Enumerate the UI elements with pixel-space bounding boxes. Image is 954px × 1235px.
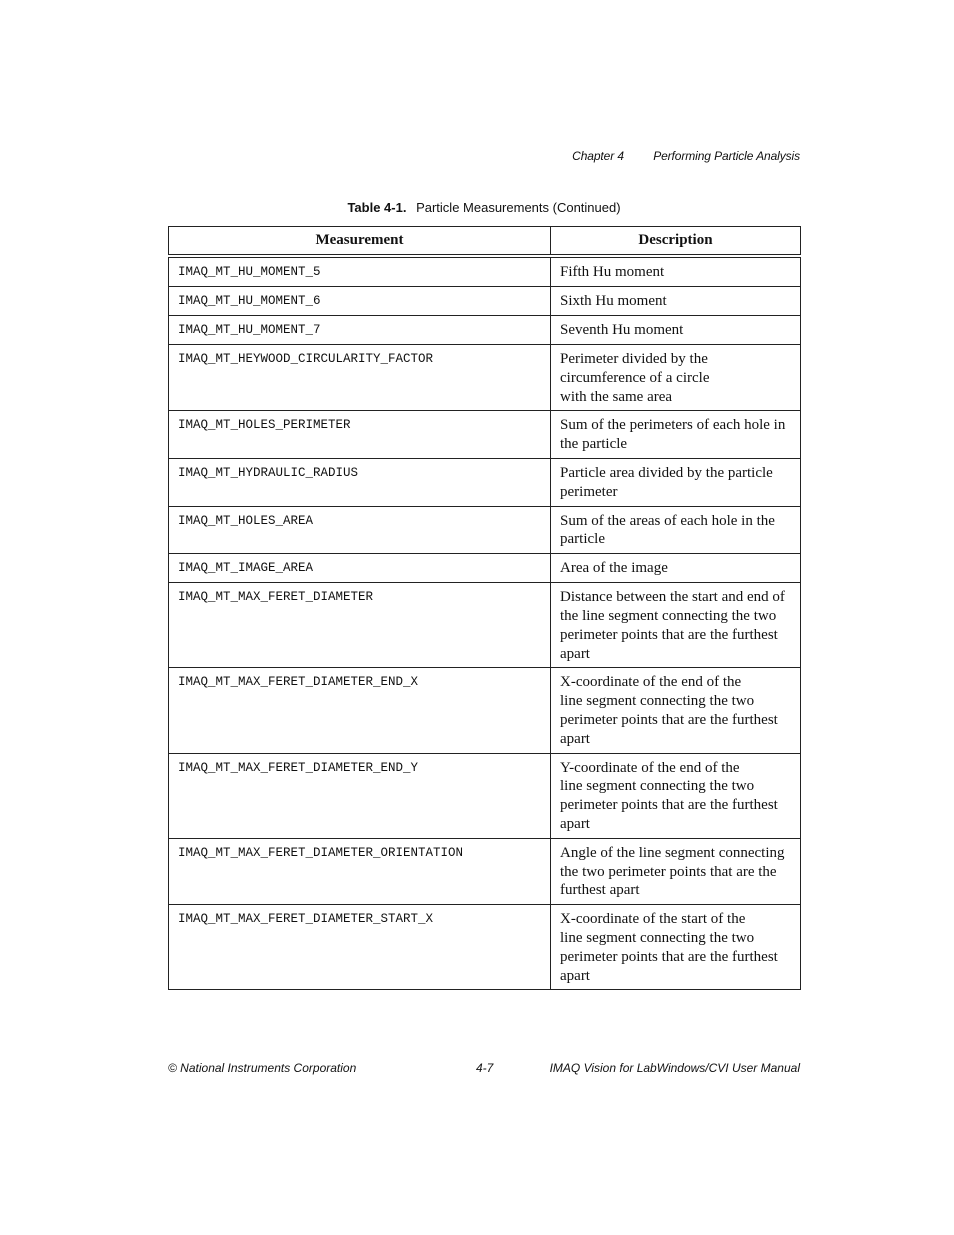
measurements-table bbox=[168, 226, 801, 990]
table-caption-text: Particle Measurements (Continued) bbox=[416, 200, 621, 215]
measurement-description: Fifth Hu moment bbox=[551, 256, 801, 287]
measurement-description: Angle of the line segment connecting the two perimeter points that are the furthest apart bbox=[551, 838, 801, 904]
measurement-description: Sum of the perimeters of each hole in the particle bbox=[551, 411, 801, 459]
measurement-description: Sixth Hu moment bbox=[551, 287, 801, 316]
table-row bbox=[169, 256, 801, 287]
header-chapter: Chapter 4 bbox=[572, 149, 624, 163]
table-header-row bbox=[169, 227, 801, 257]
measurement-description: Y-coordinate of the end of the line segment connecting the two perimeter points that are the furthest apart bbox=[551, 753, 801, 838]
footer-manual-title: IMAQ Vision for LabWindows/CVI User Manual bbox=[549, 1061, 800, 1075]
measurement-name: IMAQ_MT_MAX_FERET_DIAMETER_START_X bbox=[169, 905, 551, 990]
measurement-name: IMAQ_MT_HEYWOOD_CIRCULARITY_FACTOR bbox=[169, 345, 551, 411]
table-caption-label: Table 4-1. bbox=[347, 200, 407, 215]
measurement-name: IMAQ_MT_MAX_FERET_DIAMETER_ORIENTATION bbox=[169, 838, 551, 904]
column-header-description: Description bbox=[551, 227, 801, 257]
measurement-name: IMAQ_MT_HOLES_PERIMETER bbox=[169, 411, 551, 459]
table-caption bbox=[168, 200, 800, 215]
measurement-name: IMAQ_MT_MAX_FERET_DIAMETER bbox=[169, 583, 551, 668]
table-row bbox=[169, 345, 801, 411]
measurement-name: IMAQ_MT_HYDRAULIC_RADIUS bbox=[169, 458, 551, 506]
measurement-description: X-coordinate of the start of the line segment connecting the two perimeter points that are the furthest apart bbox=[551, 905, 801, 990]
header-title: Performing Particle Analysis bbox=[653, 149, 800, 163]
page-footer bbox=[168, 1061, 800, 1077]
table-row bbox=[169, 583, 801, 668]
measurement-description: Area of the image bbox=[551, 554, 801, 583]
table-body bbox=[169, 256, 801, 990]
table-row bbox=[169, 316, 801, 345]
table-row bbox=[169, 506, 801, 554]
measurement-description: Particle area divided by the particle perimeter bbox=[551, 458, 801, 506]
measurement-name: IMAQ_MT_HOLES_AREA bbox=[169, 506, 551, 554]
table-row bbox=[169, 554, 801, 583]
measurement-description: Perimeter divided by the circumference of a circle with the same area bbox=[551, 345, 801, 411]
measurement-name: IMAQ_MT_MAX_FERET_DIAMETER_END_X bbox=[169, 668, 551, 753]
measurement-description: Seventh Hu moment bbox=[551, 316, 801, 345]
measurement-name: IMAQ_MT_HU_MOMENT_7 bbox=[169, 316, 551, 345]
table-row bbox=[169, 753, 801, 838]
table-row bbox=[169, 287, 801, 316]
measurement-name: IMAQ_MT_HU_MOMENT_5 bbox=[169, 256, 551, 287]
page-number: 4-7 bbox=[476, 1061, 494, 1075]
column-header-measurement: Measurement bbox=[169, 227, 551, 257]
table-row bbox=[169, 668, 801, 753]
measurement-description: Sum of the areas of each hole in the particle bbox=[551, 506, 801, 554]
table-row bbox=[169, 838, 801, 904]
measurement-description: Distance between the start and end of the line segment connecting the two perimeter points that are the furthest apart bbox=[551, 583, 801, 668]
table-row bbox=[169, 458, 801, 506]
measurement-name: IMAQ_MT_IMAGE_AREA bbox=[169, 554, 551, 583]
measurement-description: X-coordinate of the end of the line segment connecting the two perimeter points that are the furthest apart bbox=[551, 668, 801, 753]
measurement-name: IMAQ_MT_HU_MOMENT_6 bbox=[169, 287, 551, 316]
footer-copyright: © National Instruments Corporation bbox=[168, 1061, 357, 1075]
measurement-name: IMAQ_MT_MAX_FERET_DIAMETER_END_Y bbox=[169, 753, 551, 838]
table-row bbox=[169, 905, 801, 990]
table-row bbox=[169, 411, 801, 459]
running-header bbox=[572, 149, 800, 163]
